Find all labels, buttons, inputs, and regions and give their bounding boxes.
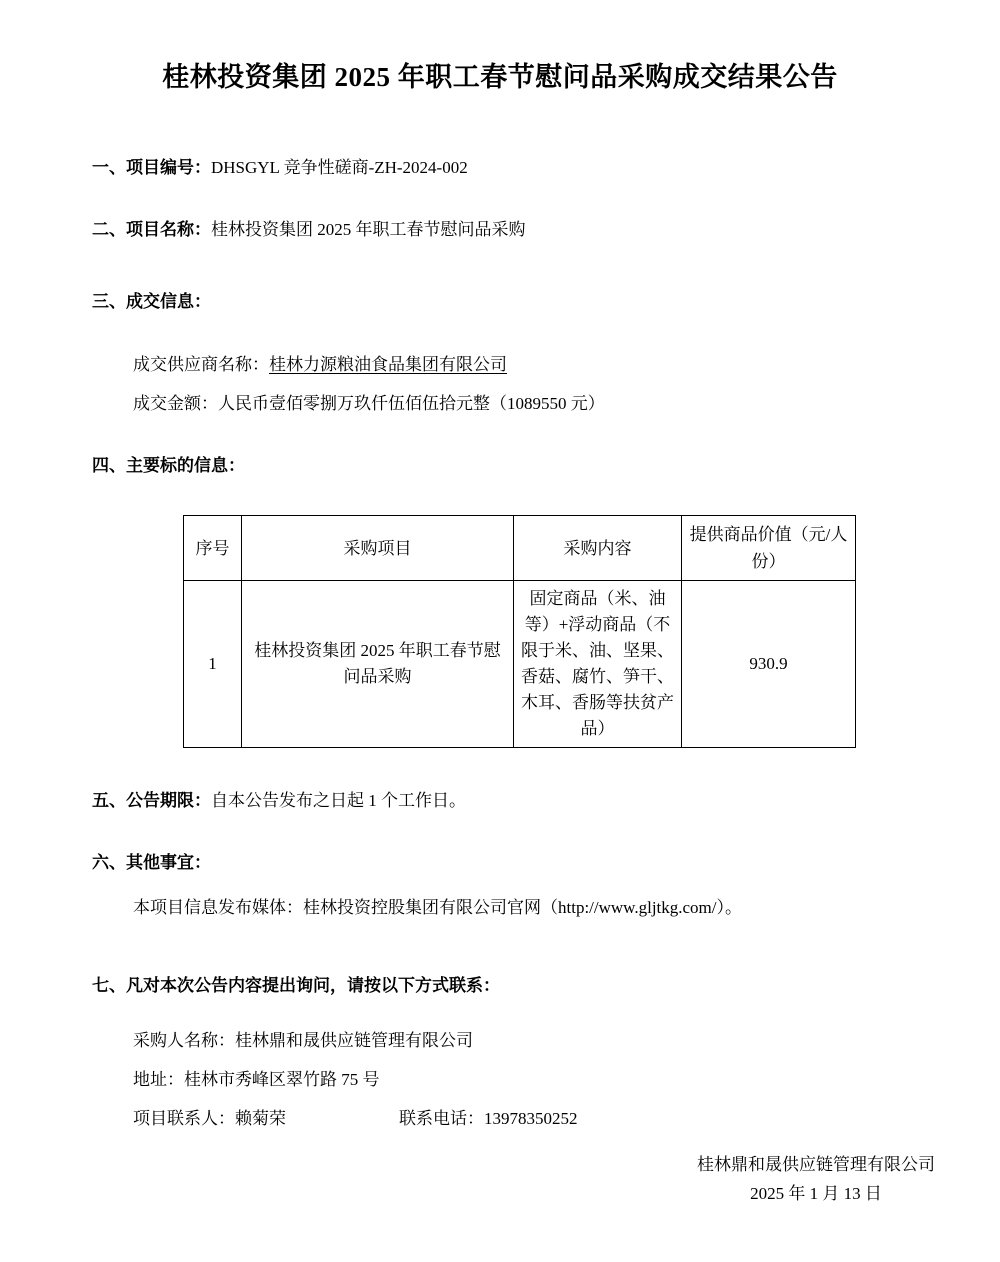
section-announcement-period (92, 790, 940, 812)
section-award-info-heading: 三、成交信息： (92, 292, 211, 311)
award-supplier-line (133, 354, 940, 376)
signature-date: 2025 年 1 月 13 日 (750, 1184, 882, 1203)
table-header-row (184, 516, 856, 581)
section-project-number (92, 157, 940, 179)
announcement-period-label: 五、公告期限： (92, 791, 211, 810)
cell-serial: 1 (184, 581, 242, 748)
contact-person: 项目联系人：赖菊荣 (133, 1109, 286, 1128)
amount-label: 成交金额： (133, 394, 218, 413)
section-contact-heading: 七、凡对本次公告内容提出询问，请按以下方式联系： (92, 976, 500, 995)
contact-line (133, 1108, 940, 1130)
document-title: 桂林投资集团 2025 年职工春节慰问品采购成交结果公告 (162, 62, 838, 92)
col-header-value: 提供商品价值（元/人份） (682, 516, 856, 581)
supplier-label: 成交供应商名称： (133, 355, 269, 374)
section-other-matters-heading: 六、其他事宜： (92, 853, 211, 872)
supplier-name: 桂林力源粮油食品集团有限公司 (269, 355, 507, 374)
contact-phone: 联系电话：13978350252 (399, 1109, 578, 1128)
cell-content: 固定商品（米、油等）+浮动商品（不限于米、油、坚果、香菇、腐竹、笋干、木耳、香肠等扶贫产品） (514, 581, 682, 748)
project-number-label: 一、项目编号： (92, 158, 211, 177)
table-row (184, 581, 856, 748)
announcement-period-value: 自本公告发布之日起 1 个工作日。 (211, 791, 466, 810)
signature-company: 桂林鼎和晟供应链管理有限公司 (697, 1155, 935, 1174)
col-header-content: 采购内容 (514, 516, 682, 581)
signature-block (697, 1150, 935, 1208)
project-name-label: 二、项目名称： (92, 220, 211, 239)
address-line: 地址：桂林市秀峰区翠竹路 75 号 (133, 1070, 380, 1089)
subject-info-table (183, 515, 856, 748)
col-header-serial: 序号 (184, 516, 242, 581)
amount-value: 人民币壹佰零捌万玖仟伍佰伍拾元整（1089550 元） (218, 394, 605, 413)
project-number-value: DHSGYL 竞争性磋商-ZH-2024-002 (211, 158, 468, 177)
section-project-name (92, 219, 940, 241)
subject-info-table-wrapper (183, 515, 1000, 748)
project-name-value: 桂林投资集团 2025 年职工春节慰问品采购 (211, 220, 526, 239)
section-subject-info-heading: 四、主要标的信息： (92, 456, 245, 475)
cell-project: 桂林投资集团 2025 年职工春节慰问品采购 (242, 581, 514, 748)
col-header-project: 采购项目 (242, 516, 514, 581)
purchaser-name-line: 采购人名称：桂林鼎和晟供应链管理有限公司 (133, 1031, 473, 1050)
award-amount-line (133, 393, 940, 415)
publish-media-line: 本项目信息发布媒体：桂林投资控股集团有限公司官网（http://www.gljtkg.com/）。 (133, 898, 743, 917)
cell-value: 930.9 (682, 581, 856, 748)
